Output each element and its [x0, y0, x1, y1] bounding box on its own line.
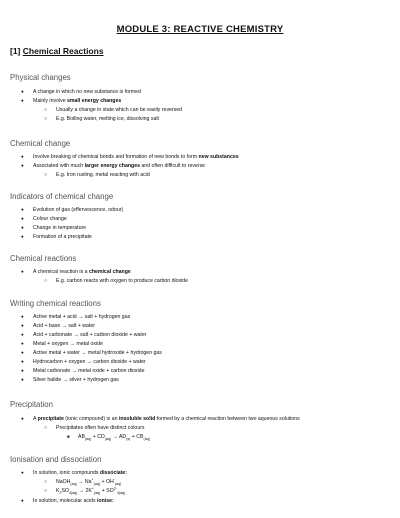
bullet-chemical-1: ● Involve breaking of chemical bonds and formation of new bonds to form new substances	[33, 154, 239, 160]
section-number: [1]	[10, 46, 21, 56]
list-item: ● Formation of a precipitate	[33, 234, 92, 240]
bullet-chemical-3: ○ E.g. Iron rusting, metal reacting with acid	[56, 172, 150, 178]
bullet-physical-2: ● Mainly involve small energy changes	[33, 98, 121, 104]
bullet-ionisation-2: ● In solution, molecular acids ionise:	[33, 498, 114, 504]
bullet-precipitation-1: ● A precipitate (ionic compound) is an insoluble solid formed by a chemical reaction between two aqueous solutions	[33, 416, 300, 422]
bullet-reactions-2: ○ E.g. carbon reacts with oxygen to produce carbon dioxide	[56, 278, 188, 284]
precipitation-equation: ■ $AB_{(aq)} + CD_{(aq)} \to AD_{(s)} + CB_{(aq)}$	[78, 434, 150, 440]
page-title: MODULE 3: REACTIVE CHEMISTRY	[116, 24, 284, 35]
section-heading	[10, 46, 104, 56]
heading-physical-changes: Physical changes	[10, 73, 71, 82]
list-item: ● Change in temperature	[33, 225, 86, 231]
list-item: ● Active metal + acid → salt + hydrogen gas	[33, 314, 130, 320]
bullet-physical-3: ○ Usually a change in state which can be easily reversed	[56, 107, 182, 113]
bullet-chemical-2: ● Associated with much larger energy changes and often difficult to reverse	[33, 163, 205, 169]
section-label: Chemical Reactions	[22, 46, 104, 56]
list-item: ● Silver halide → silver + hydrogen gas	[33, 377, 119, 383]
heading-indicators: Indicators of chemical change	[10, 192, 114, 201]
heading-writing-reactions: Writing chemical reactions	[10, 299, 101, 308]
bullet-physical-4: ○ E.g. Boiling water, melting ice, dissolving salt	[56, 116, 159, 122]
list-item: ● Acid + carbonate → salt + carbon dioxide + water	[33, 332, 146, 338]
heading-chemical-change: Chemical change	[10, 139, 71, 148]
heading-precipitation: Precipitation	[10, 400, 53, 409]
list-item: ● Active metal + water → metal hydroxide + hydrogen gas	[33, 350, 162, 356]
list-item: ● Metal carbonate → metal oxide + carbon dioxide	[33, 368, 144, 374]
list-item: ● Evolution of gas (effervescence, odour)	[33, 207, 123, 213]
list-item: ● Acid + base → salt + water	[33, 323, 95, 329]
bullet-physical-1: ● A change in which no new substance is formed	[33, 89, 141, 95]
list-item: ● Metal + oxygen → metal oxide	[33, 341, 103, 347]
list-item: ● Colour change	[33, 216, 67, 222]
k2so4-equation: ○ $K_2SO_{4(aq)} \to 2K^+_{(aq)} + SO^{2-}_{4(aq)}$	[56, 488, 125, 494]
naoh-equation: ○ NaOH$_{(aq)}$ → $Na^+_{(aq)} + OH^-_{(aq)}$	[56, 479, 121, 485]
list-item: ● Hydrocarbon + oxygen → carbon dioxide + water	[33, 359, 146, 365]
heading-ionisation: Ionisation and dissociation	[10, 455, 102, 464]
bullet-reactions-1: ● A chemical reaction is a chemical change	[33, 269, 131, 275]
bullet-ionisation-1: ● In solution, ionic compounds dissociate:	[33, 470, 127, 476]
bullet-precipitation-2: ○ Precipitates often have distinct colours	[56, 425, 145, 431]
heading-chemical-reactions: Chemical reactions	[10, 254, 77, 263]
